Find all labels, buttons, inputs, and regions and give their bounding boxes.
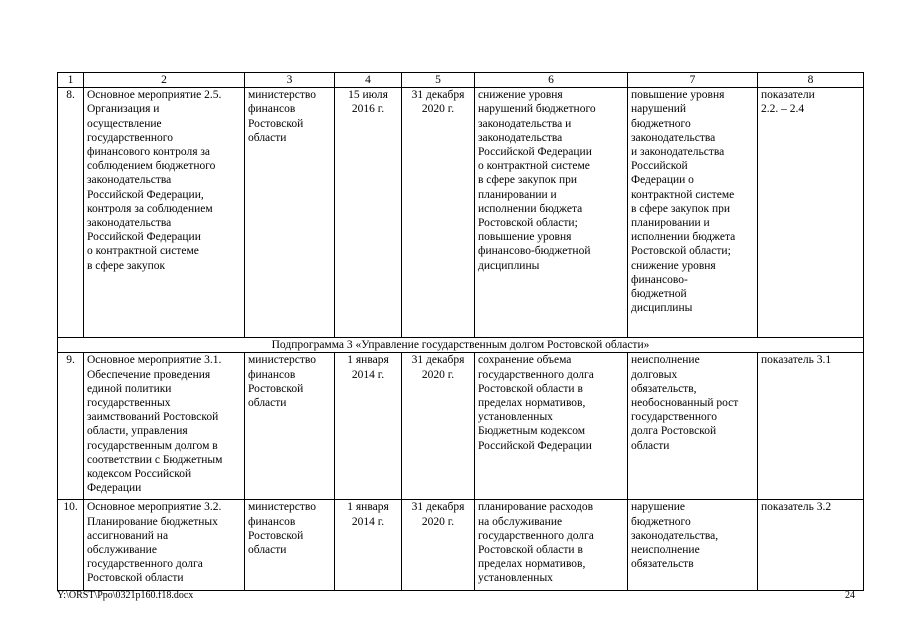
header-cell: 2 — [84, 73, 245, 88]
end-date-cell: 31 декабря 2020 г. — [402, 353, 475, 500]
header-cell: 5 — [402, 73, 475, 88]
start-date-cell: 15 июля 2016 г. — [335, 88, 402, 338]
result-cell: сохранение объема государственного долга Ростовской области в пределах нормативов, установленных Бюджетным кодексом Российской Федерации — [475, 353, 628, 500]
table-row — [58, 88, 864, 338]
result-cell: снижение уровня нарушений бюджетного законодательства и законодательства Российской Федерации о контрактной системе в сфере закупок при планировании и исполнении бюджета Ростовской области; повышение уровня финансово-бюджетной дисциплины — [475, 88, 628, 338]
indicators-cell: показатель 3.2 — [758, 500, 864, 591]
end-date-cell: 31 декабря 2020 г. — [402, 88, 475, 338]
start-date-cell: 1 января 2014 г. — [335, 500, 402, 591]
executor-cell: министерство финансов Ростовской области — [245, 353, 335, 500]
table-header-row — [58, 73, 864, 88]
consequences-cell: неисполнение долговых обязательств, необоснованный рост государственного долга Ростовской области — [628, 353, 758, 500]
subprogram-title: Подпрограмма 3 «Управление государственным долгом Ростовской области» — [58, 338, 864, 353]
file-path: Y:\ORST\Ppo\0321p160.f18.docx — [57, 590, 194, 601]
table-row — [58, 353, 864, 500]
consequences-cell: повышение уровня нарушений бюджетного законодательства и законодательства Российской Федерации о контрактной системе в сфере закупок при планировании и исполнении бюджета Ростовской области; снижение уровня финансово- бюджетной дисциплины — [628, 88, 758, 338]
header-cell: 4 — [335, 73, 402, 88]
executor-cell: министерство финансов Ростовской области — [245, 500, 335, 591]
header-cell: 3 — [245, 73, 335, 88]
executor-cell: министерство финансов Ростовской области — [245, 88, 335, 338]
consequences-cell: нарушение бюджетного законодательства, неисполнение обязательств — [628, 500, 758, 591]
header-cell: 6 — [475, 73, 628, 88]
measure-cell: Основное мероприятие 3.2. Планирование бюджетных ассигнований на обслуживание государственного долга Ростовской области — [84, 500, 245, 591]
header-cell: 7 — [628, 73, 758, 88]
end-date-cell: 31 декабря 2020 г. — [402, 500, 475, 591]
row-number: 8. — [58, 88, 84, 338]
header-cell: 8 — [758, 73, 864, 88]
start-date-cell: 1 января 2014 г. — [335, 353, 402, 500]
indicators-cell: показатель 3.1 — [758, 353, 864, 500]
indicators-cell: показатели 2.2. – 2.4 — [758, 88, 864, 338]
header-cell: 1 — [58, 73, 84, 88]
table-row — [58, 500, 864, 591]
result-cell: планирование расходов на обслуживание государственного долга Ростовской области в пределах нормативов, установленных — [475, 500, 628, 591]
row-number: 10. — [58, 500, 84, 591]
page-number: 24 — [845, 590, 855, 601]
measures-table — [57, 72, 864, 591]
row-number: 9. — [58, 353, 84, 500]
measure-cell: Основное мероприятие 3.1. Обеспечение проведения единой политики государственных заимствований Ростовской области, управления государственным долгом в соответствии с Бюджетным кодексом Российской Федерации — [84, 353, 245, 500]
subprogram-row — [58, 338, 864, 353]
measure-cell: Основное мероприятие 2.5. Организация и осуществление государственного финансового контроля за соблюдением бюджетного законодательства Российской Федерации, контроля за соблюдением законодательства Российской Федерации о контрактной системе в сфере закупок — [84, 88, 245, 338]
